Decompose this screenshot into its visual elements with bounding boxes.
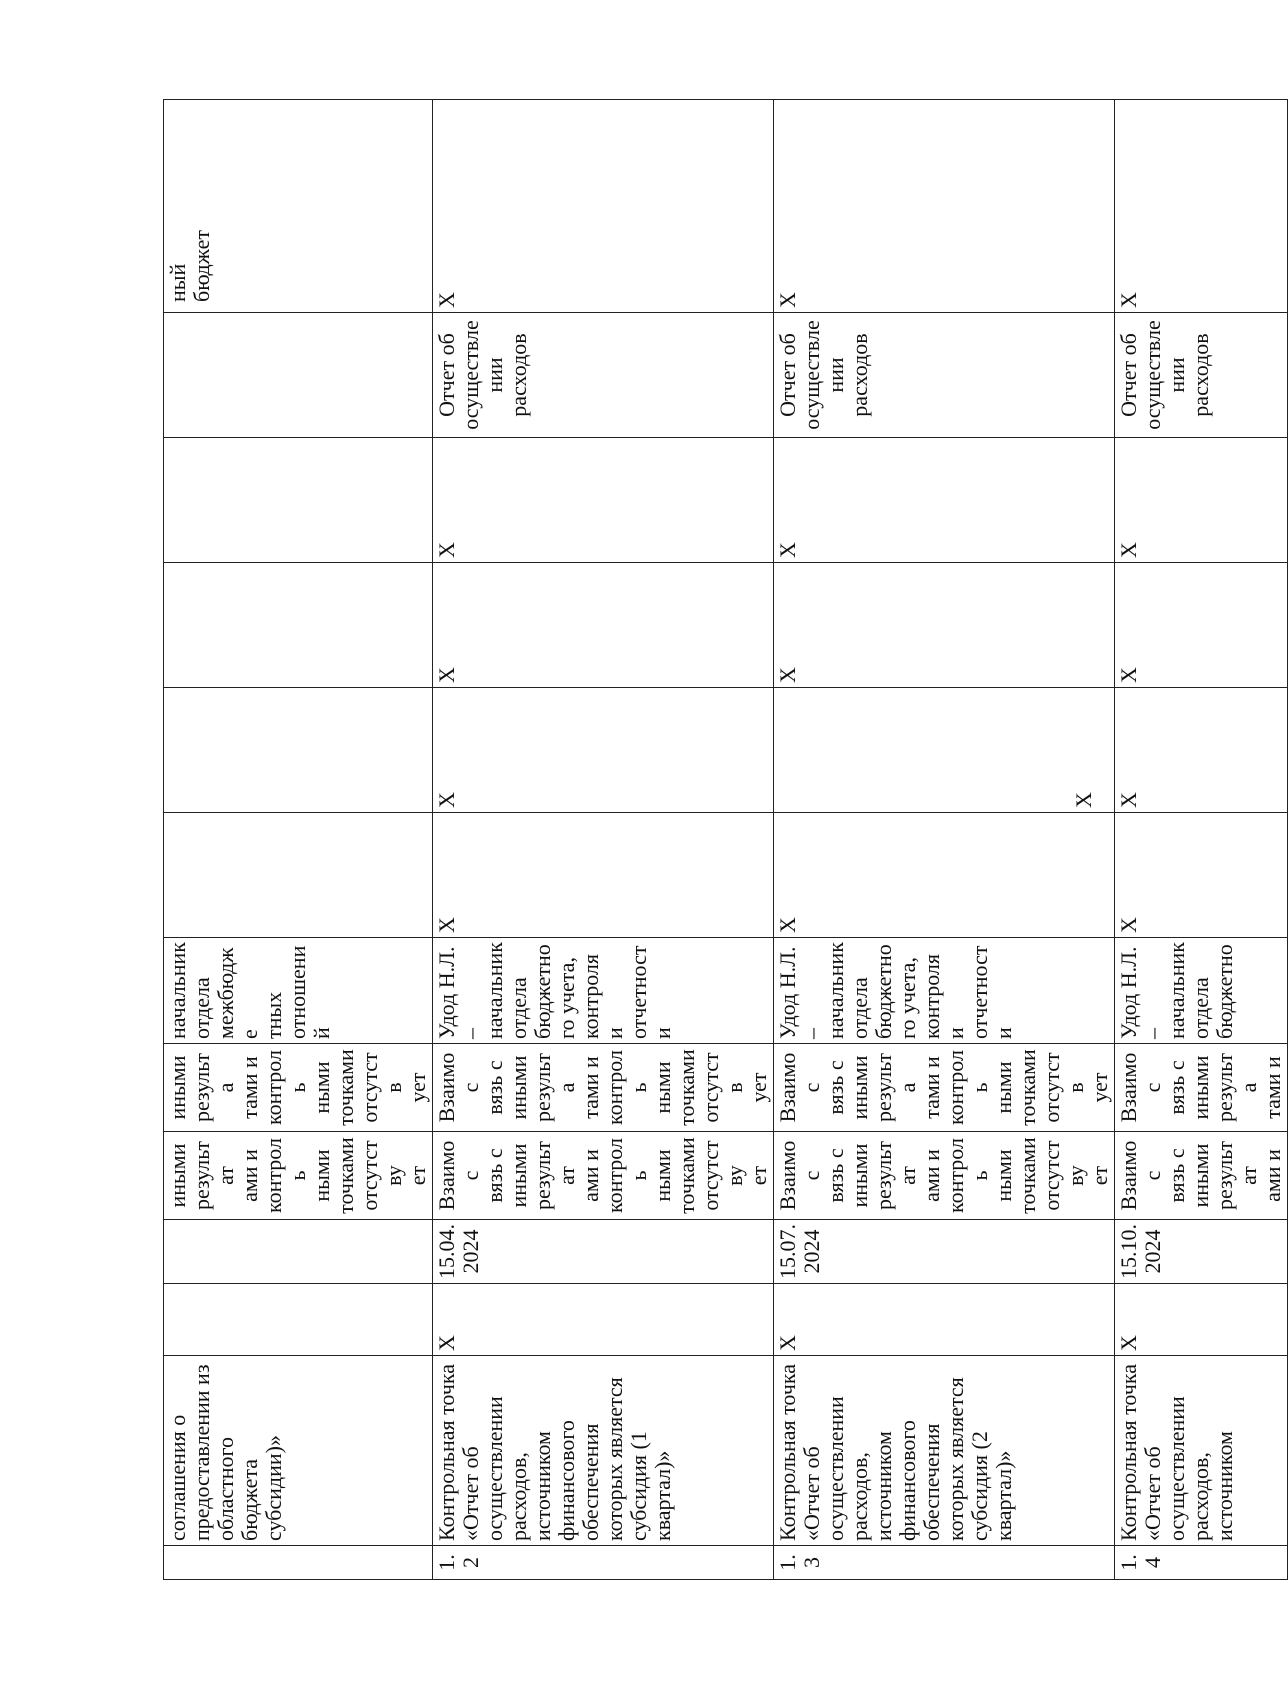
value-cell: Х (774, 813, 1115, 938)
document-cell: Отчет об осуществле нии расходов (433, 313, 774, 438)
value-cell: Х (433, 563, 774, 688)
table-row (433, 100, 774, 1580)
interaction-cell: иными результат ами и контроль ными точками отсутству ет (164, 1132, 433, 1220)
value-cell: Х (774, 438, 1115, 563)
table-row (164, 100, 433, 1580)
interaction-cell: Взаимос вязь с иными результа тами и контроль ными точками отсутств ует (433, 1044, 774, 1132)
mark-cell: Х (774, 1284, 1115, 1356)
value-cell (164, 438, 433, 563)
value-cell: Х (774, 688, 1115, 813)
name-cell: Контрольная точка «Отчет об осуществлении расходов, источником финансового обеспечения которых является субсидия (2 квартал)» (774, 1356, 1115, 1546)
responsible-cell: Удод Н.Л. – начальник отдела бюджетно го учета, контроля и отчетност и (774, 938, 1115, 1044)
interaction-cell: Взаимос вязь с иными результат ами и контроль ными точками отсутству ет (433, 1132, 774, 1220)
table-row (1115, 100, 1288, 1580)
interaction-cell: иными результа тами и контроль ными точками отсутств ует (164, 1044, 433, 1132)
value-cell: Х (433, 813, 774, 938)
value-cell: Х (1115, 438, 1288, 563)
budget-cell: Х (1115, 100, 1288, 313)
interaction-cell: Взаимос вязь с иными результа тами и (1115, 1044, 1288, 1132)
name-cell: Контрольная точка «Отчет об осуществлении расходов, источником (1115, 1356, 1288, 1546)
value-cell: Х (774, 563, 1115, 688)
value-cell (164, 813, 433, 938)
responsible-cell: начальник отдела межбюдже тных отношени й (164, 938, 433, 1044)
interaction-cell: Взаимос вязь с иными результа тами и контроль ными точками отсутств ует (774, 1044, 1115, 1132)
date-cell: 15.10. 2024 (1115, 1220, 1288, 1284)
value-cell (164, 688, 433, 813)
value-cell: Х (433, 438, 774, 563)
date-cell: 15.04. 2024 (433, 1220, 774, 1284)
document-cell (164, 313, 433, 438)
row-number: 1.3 (774, 1546, 1115, 1580)
date-cell: 15.07. 2024 (774, 1220, 1115, 1284)
budget-cell: ный бюджет (164, 100, 433, 313)
name-cell: соглашения о предоставлении из областного бюджета субсидии)» (164, 1356, 433, 1546)
mark-cell: Х (433, 1284, 774, 1356)
table-row (774, 100, 1115, 1580)
interaction-cell: Взаимос вязь с иными результат ами и (1115, 1132, 1288, 1220)
mark-cell: Х (1115, 1284, 1288, 1356)
interaction-cell: Взаимос вязь с иными результат ами и контроль ными точками отсутству ет (774, 1132, 1115, 1220)
value-cell: Х (433, 688, 774, 813)
num-cell (164, 1546, 433, 1580)
plan-table (163, 99, 1288, 1580)
document-cell: Отчет об осуществле нии расходов (774, 313, 1115, 438)
document-cell: Отчет об осуществле нии расходов (1115, 313, 1288, 438)
mark-cell (164, 1284, 433, 1356)
row-number: 1.4 (1115, 1546, 1288, 1580)
value-cell: Х (1115, 813, 1288, 938)
budget-cell: Х (433, 100, 774, 313)
value-cell: Х (1115, 563, 1288, 688)
name-cell: Контрольная точка «Отчет об осуществлении расходов, источником финансового обеспечения которых является субсидия (1 квартал)» (433, 1356, 774, 1546)
value-cell: Х (1115, 688, 1288, 813)
responsible-cell: Удод Н.Л. – начальник отдела бюджетно го учета, контроля и отчетност и (433, 938, 774, 1044)
row-number: 1.2 (433, 1546, 774, 1580)
value-cell (164, 563, 433, 688)
responsible-cell: Удод Н.Л. – начальник отдела бюджетно (1115, 938, 1288, 1044)
date-cell (164, 1220, 433, 1284)
budget-cell: Х (774, 100, 1115, 313)
rotated-page (163, 100, 1285, 1580)
